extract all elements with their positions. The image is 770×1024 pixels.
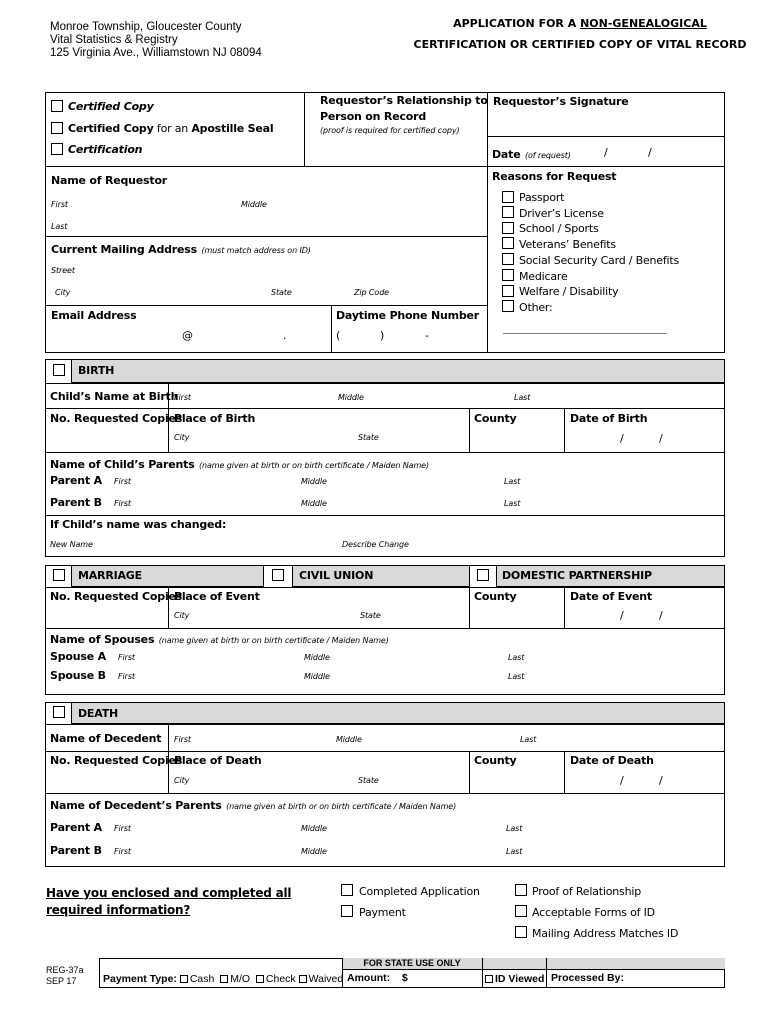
relationship-note: (proof is required for certified copy) <box>320 126 460 135</box>
marriage-title: MARRIAGE <box>78 569 142 582</box>
relationship-label-1: Requestor’s Relationship to <box>320 94 488 107</box>
death-parent-a-label: Parent A <box>50 821 102 834</box>
death-parent-b-label: Parent B <box>50 844 102 857</box>
checklist-question-1: Have you enclosed and completed all <box>46 886 292 900</box>
state-use-only: FOR STATE USE ONLY <box>363 958 461 968</box>
death-parent-a-middle: Middle <box>301 824 327 833</box>
street-label: Street <box>51 266 75 275</box>
date-of-event-label: Date of Event <box>570 590 652 603</box>
childs-parents-label <box>50 455 429 473</box>
requestor-first: First <box>51 200 68 209</box>
reason-veterans: Veterans’ Benefits <box>519 238 616 251</box>
acceptable-id-checkbox[interactable] <box>515 905 527 917</box>
child-last: Last <box>514 393 531 402</box>
proof-relationship-checkbox[interactable] <box>515 884 527 896</box>
marriage-state: State <box>360 611 381 620</box>
requestor-last: Last <box>51 222 68 231</box>
city-label: City <box>55 288 71 297</box>
email-label: Email Address <box>51 309 137 322</box>
child-first: First <box>174 393 191 402</box>
apostille-checkbox[interactable] <box>51 122 63 134</box>
birth-parent-a-first: First <box>114 477 131 486</box>
apostille-label-b: for an <box>153 122 192 135</box>
death-parent-b-last: Last <box>506 847 523 856</box>
reason-school-sports-checkbox[interactable] <box>502 222 514 234</box>
requestor-name-label: Name of Requestor <box>51 174 168 187</box>
name-changed-label: If Child’s name was changed: <box>50 518 227 531</box>
reasons-label: Reasons for Request <box>492 170 617 183</box>
relationship-label-2: Person on Record <box>320 110 427 123</box>
spouse-b-middle: Middle <box>304 672 330 681</box>
zip-label: Zip Code <box>354 288 390 297</box>
title-non-genealogical: NON-GENEALOGICAL <box>580 17 707 30</box>
spouse-a-label: Spouse A <box>50 650 106 663</box>
event-date-slash-2: / <box>659 609 663 622</box>
certified-copy-label: Certified Copy <box>68 100 154 113</box>
processed-by-label: Processed By: <box>551 972 624 984</box>
civil-union-title: CIVIL UNION <box>299 569 374 582</box>
child-middle: Middle <box>338 393 364 402</box>
death-title: DEATH <box>78 707 119 720</box>
waived-label: Waived <box>308 973 344 985</box>
phone-open-paren: ( <box>336 329 341 342</box>
reason-social-security-checkbox[interactable] <box>502 253 514 265</box>
reason-drivers-license: Driver’s License <box>519 207 604 220</box>
date-note: (of request) <box>524 151 571 160</box>
death-state: State <box>358 776 379 785</box>
address-matches-label: Mailing Address Matches ID <box>532 927 679 940</box>
date-of-death-label: Date of Death <box>570 754 654 767</box>
birth-parent-b-last: Last <box>504 499 521 508</box>
death-checkbox[interactable] <box>53 706 65 718</box>
form-date: SEP 17 <box>46 976 77 986</box>
decedent-name-label: Name of Decedent <box>50 732 162 745</box>
office-name: Monroe Township, Gloucester County <box>50 21 242 33</box>
civil-union-checkbox[interactable] <box>272 569 284 581</box>
marriage-checkbox[interactable] <box>53 569 65 581</box>
acceptable-id-label: Acceptable Forms of ID <box>532 906 655 919</box>
email-dot: . <box>283 329 287 342</box>
check-label: Check <box>265 973 296 985</box>
new-name-label: New Name <box>50 540 93 549</box>
death-copies-label: No. Requested Copies <box>50 754 183 767</box>
date-slash-2: / <box>648 146 652 159</box>
waived-checkbox[interactable] <box>299 975 307 983</box>
office-address: 125 Virginia Ave., Williamstown NJ 08094 <box>50 47 262 59</box>
birth-parent-a-last: Last <box>504 477 521 486</box>
requestor-middle: Middle <box>241 200 267 209</box>
email-at: @ <box>182 329 193 342</box>
reason-passport: Passport <box>519 191 565 204</box>
spouses-title: Name of Spouses <box>50 633 155 646</box>
phone-dash: - <box>425 329 429 342</box>
title-prefix: APPLICATION FOR A <box>453 17 581 30</box>
birth-parent-a-middle: Middle <box>301 477 327 486</box>
childs-parents-note: (name given at birth or on birth certificate / Maiden Name) <box>199 461 430 470</box>
certification-checkbox[interactable] <box>51 143 63 155</box>
certification-label: Certification <box>68 143 143 156</box>
childs-parents-title: Name of Child’s Parents <box>50 458 195 471</box>
birth-parent-a-label: Parent A <box>50 474 102 487</box>
marriage-copies-label: No. Requested Copies <box>50 590 183 603</box>
apostille-label-a: Certified Copy <box>68 122 154 135</box>
date-of-request <box>492 145 571 163</box>
birth-parent-b-middle: Middle <box>301 499 327 508</box>
dob-slash-2: / <box>659 432 663 445</box>
spouses-label <box>50 630 389 648</box>
describe-change-label: Describe Change <box>342 540 409 549</box>
payment-label: Payment <box>359 906 406 919</box>
payment-type-label: Payment Type: <box>103 973 177 985</box>
decedent-middle: Middle <box>336 735 362 744</box>
amount <box>347 972 408 984</box>
marriage-county-label: County <box>474 590 517 603</box>
apostille-label <box>68 122 273 135</box>
reason-school-sports: School / Sports <box>519 222 599 235</box>
death-county-label: County <box>474 754 517 767</box>
decedent-last: Last <box>520 735 537 744</box>
death-date-slash-1: / <box>620 774 624 787</box>
mo-checkbox[interactable] <box>220 975 228 983</box>
death-city: City <box>174 776 190 785</box>
birth-parent-b-first: First <box>114 499 131 508</box>
id-viewed-label: ID Viewed <box>495 973 545 985</box>
spouse-b-label: Spouse B <box>50 669 106 682</box>
signature-label: Requestor’s Signature <box>493 95 629 108</box>
birth-title: BIRTH <box>78 364 115 377</box>
reason-drivers-license-checkbox[interactable] <box>502 206 514 218</box>
address-matches-checkbox[interactable] <box>515 926 527 938</box>
birth-parent-b-label: Parent B <box>50 496 102 509</box>
reason-medicare-checkbox[interactable] <box>502 269 514 281</box>
spouse-a-last: Last <box>508 653 525 662</box>
checklist-question-2: required information? <box>46 903 191 917</box>
marriage-city: City <box>174 611 190 620</box>
death-parent-a-first: First <box>114 824 131 833</box>
reason-welfare: Welfare / Disability <box>519 285 619 298</box>
reason-passport-checkbox[interactable] <box>502 191 514 203</box>
amount-label: Amount: <box>347 972 391 984</box>
department-name: Vital Statistics & Registry <box>50 34 178 46</box>
death-date-slash-2: / <box>659 774 663 787</box>
completed-application-label: Completed Application <box>359 885 480 898</box>
reason-social-security: Social Security Card / Benefits <box>519 254 680 267</box>
decedent-parents-note: (name given at birth or on birth certificate / Maiden Name) <box>226 802 457 811</box>
cash-label: Cash <box>189 973 215 985</box>
certified-copy-checkbox[interactable] <box>51 100 63 112</box>
domestic-partnership-checkbox[interactable] <box>477 569 489 581</box>
date-of-birth-label: Date of Birth <box>570 412 648 425</box>
place-of-death-label: Place of Death <box>174 754 262 767</box>
cash-checkbox[interactable] <box>180 975 188 983</box>
event-date-slash-1: / <box>620 609 624 622</box>
reason-other: Other: <box>519 301 553 314</box>
reason-medicare: Medicare <box>519 270 568 283</box>
check-checkbox[interactable] <box>256 975 264 983</box>
form-title-line1 <box>400 17 760 30</box>
proof-relationship-label: Proof of Relationship <box>532 885 641 898</box>
birth-county-label: County <box>474 412 517 425</box>
spouse-b-first: First <box>118 672 135 681</box>
decedent-first: First <box>174 735 191 744</box>
death-parent-b-middle: Middle <box>301 847 327 856</box>
birth-checkbox[interactable] <box>53 364 65 376</box>
mo-label: M/O <box>230 973 251 985</box>
payment-checkbox[interactable] <box>341 905 353 917</box>
reason-welfare-checkbox[interactable] <box>502 285 514 297</box>
death-parent-b-first: First <box>114 847 131 856</box>
mailing-address-title: Current Mailing Address <box>51 243 197 256</box>
place-of-birth-label: Place of Birth <box>174 412 256 425</box>
spouses-note: (name given at birth or on birth certificate / Maiden Name) <box>158 636 389 645</box>
birth-copies-label: No. Requested Copies <box>50 412 183 425</box>
amount-dollar: $ <box>401 972 408 984</box>
dob-slash-1: / <box>620 432 624 445</box>
reason-other-checkbox[interactable] <box>502 300 514 312</box>
childs-name-label: Child’s Name at Birth <box>50 390 179 403</box>
apostille-label-c: Apostille Seal <box>191 122 274 135</box>
payment-type <box>103 973 343 985</box>
spouse-a-middle: Middle <box>304 653 330 662</box>
decedent-parents-label <box>50 796 456 814</box>
form-number: REG-37a <box>46 965 84 975</box>
form-title-line2: CERTIFICATION OR CERTIFIED COPY OF VITAL RECORD <box>413 38 747 51</box>
place-of-event-label: Place of Event <box>174 590 260 603</box>
mailing-address-label <box>51 240 311 258</box>
birth-city: City <box>174 433 190 442</box>
death-parent-a-last: Last <box>506 824 523 833</box>
state-label: State <box>271 288 292 297</box>
date-label: Date <box>492 148 521 161</box>
reason-veterans-checkbox[interactable] <box>502 237 514 249</box>
phone-close-paren: ) <box>380 329 385 342</box>
id-viewed-checkbox[interactable] <box>485 975 493 983</box>
date-slash-1: / <box>604 146 608 159</box>
spouse-b-last: Last <box>508 672 525 681</box>
birth-state: State <box>358 433 379 442</box>
domestic-partnership-title: DOMESTIC PARTNERSHIP <box>502 569 652 582</box>
decedent-parents-title: Name of Decedent’s Parents <box>50 799 222 812</box>
id-viewed <box>485 973 544 985</box>
phone-label: Daytime Phone Number <box>336 309 479 322</box>
spouse-a-first: First <box>118 653 135 662</box>
completed-application-checkbox[interactable] <box>341 884 353 896</box>
other-reason-line[interactable] <box>503 333 667 334</box>
mailing-address-note: (must match address on ID) <box>201 246 311 255</box>
